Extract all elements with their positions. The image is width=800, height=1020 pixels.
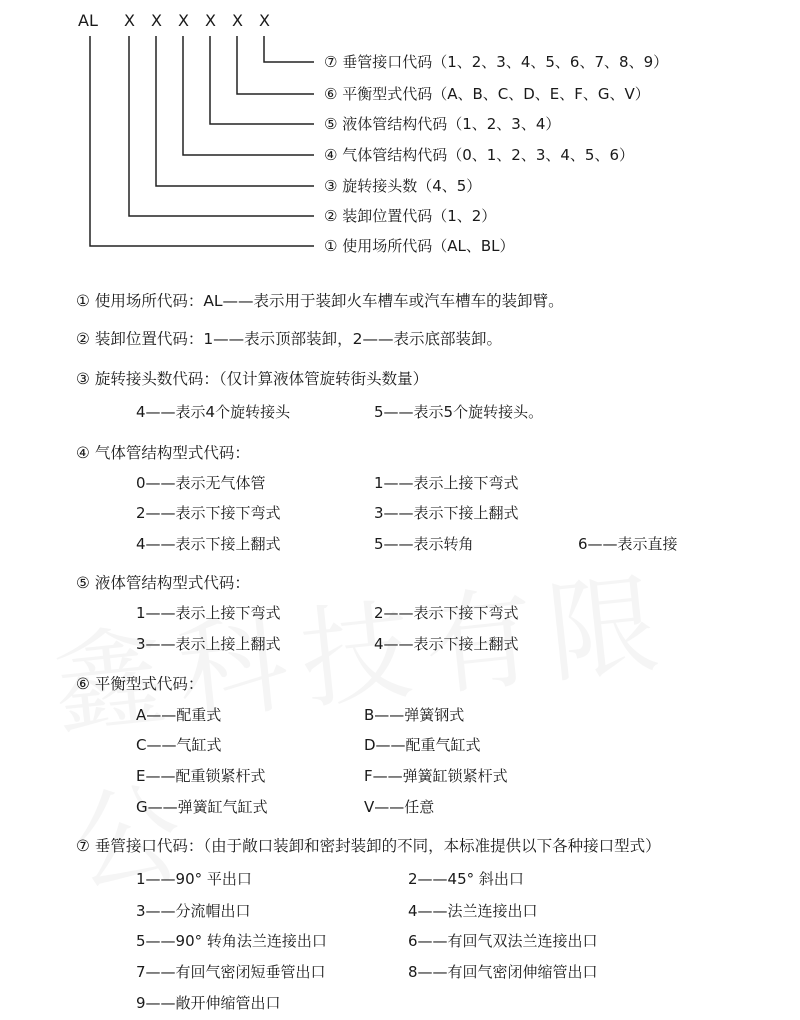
section-7-item: 9——敞开伸缩管出口 <box>136 994 281 1012</box>
section-7-item: 4——法兰连接出口 <box>408 902 538 920</box>
code-prefix: AL <box>78 11 98 30</box>
legend-item-2: ② 装卸位置代码（1、2） <box>324 207 497 225</box>
section-6-item: C——气缸式 <box>136 736 222 754</box>
section-6-item: A——配重式 <box>136 706 222 724</box>
section-3-item: 4——表示4个旋转接头 <box>136 403 291 421</box>
section-1-title: ① 使用场所代码：AL——表示用于装卸火车槽车或汽车槽车的装卸臂。 <box>76 292 564 310</box>
section-5-item: 4——表示下接上翻式 <box>374 635 519 653</box>
code-placeholder-6: X <box>259 11 270 30</box>
connector-line-1 <box>90 36 314 246</box>
code-placeholder-4: X <box>205 11 216 30</box>
section-6-item: B——弹簧钢式 <box>364 706 465 724</box>
section-7-item: 3——分流帽出口 <box>136 902 251 920</box>
section-6-title: ⑥ 平衡型式代码： <box>76 675 204 693</box>
section-7-item: 1——90° 平出口 <box>136 870 252 888</box>
legend-item-3: ③ 旋转接头数（4、5） <box>324 177 482 195</box>
section-7-item: 6——有回气双法兰连接出口 <box>408 932 598 950</box>
code-placeholder-2: X <box>151 11 162 30</box>
section-4-item: 5——表示转角 <box>374 535 474 553</box>
section-5-item: 1——表示上接下弯式 <box>136 604 281 622</box>
legend-item-4: ④ 气体管结构代码（0、1、2、3、4、5、6） <box>324 146 635 164</box>
section-6-item: V——任意 <box>364 798 435 816</box>
section-5-item: 3——表示上接上翻式 <box>136 635 281 653</box>
legend-item-5: ⑤ 液体管结构代码（1、2、3、4） <box>324 115 561 133</box>
section-7-title: ⑦ 垂管接口代码：（由于敞口装卸和密封装卸的不同，本标准提供以下各种接口型式） <box>76 837 661 855</box>
section-6-item: D——配重气缸式 <box>364 736 481 754</box>
code-placeholder-1: X <box>124 11 135 30</box>
section-4-title: ④ 气体管结构型式代码： <box>76 444 250 462</box>
section-3-title: ③ 旋转接头数代码：（仅计算液体管旋转街头数量） <box>76 370 429 388</box>
section-7-item: 5——90° 转角法兰连接出口 <box>136 932 327 950</box>
section-4-item: 3——表示下接上翻式 <box>374 504 519 522</box>
legend-item-6: ⑥ 平衡型式代码（A、B、C、D、E、F、G、V） <box>324 85 650 103</box>
legend-item-7: ⑦ 垂管接口代码（1、2、3、4、5、6、7、8、9） <box>324 53 669 71</box>
legend-item-1: ① 使用场所代码（AL、BL） <box>324 237 515 255</box>
section-4-item: 2——表示下接下弯式 <box>136 504 281 522</box>
section-7-item: 8——有回气密闭伸缩管出口 <box>408 963 598 981</box>
section-7-item: 7——有回气密闭短垂管出口 <box>136 963 326 981</box>
connector-line-5 <box>210 36 314 124</box>
connector-line-7 <box>264 36 314 62</box>
section-5-title: ⑤ 液体管结构型式代码： <box>76 574 250 592</box>
connector-line-6 <box>237 36 314 94</box>
code-placeholder-3: X <box>178 11 189 30</box>
section-6-item: E——配重锁紧杆式 <box>136 767 266 785</box>
section-4-item: 1——表示上接下弯式 <box>374 474 519 492</box>
section-6-item: F——弹簧缸锁紧杆式 <box>364 767 508 785</box>
connector-line-4 <box>183 36 314 155</box>
section-5-item: 2——表示下接下弯式 <box>374 604 519 622</box>
connector-line-3 <box>156 36 314 186</box>
section-6-item: G——弹簧缸气缸式 <box>136 798 268 816</box>
section-2-title: ② 装卸位置代码：1——表示顶部装卸，2——表示底部装卸。 <box>76 330 503 348</box>
section-4-item: 6——表示直接 <box>578 535 678 553</box>
section-4-item: 0——表示无气体管 <box>136 474 266 492</box>
section-7-item: 2——45° 斜出口 <box>408 870 524 888</box>
section-4-item: 4——表示下接上翻式 <box>136 535 281 553</box>
code-placeholder-5: X <box>232 11 243 30</box>
section-3-item: 5——表示5个旋转接头。 <box>374 403 544 421</box>
